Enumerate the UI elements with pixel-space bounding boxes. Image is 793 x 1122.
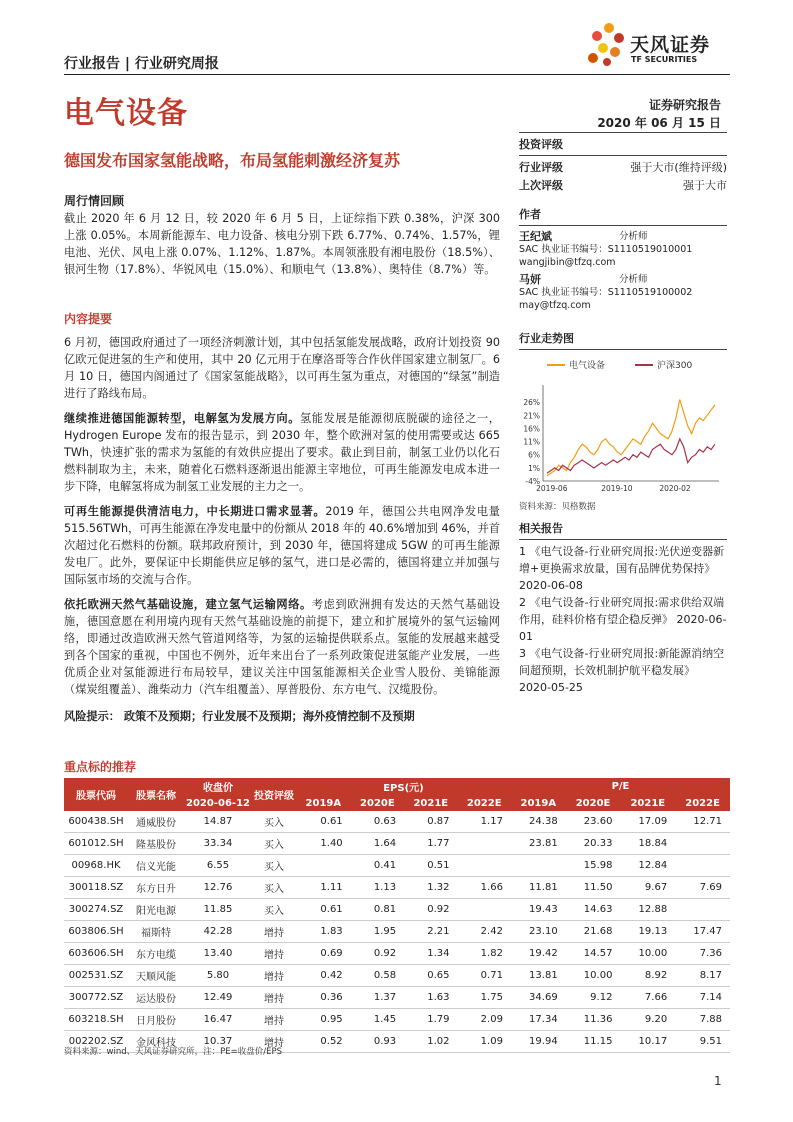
- cell-eps-2020: 1.64: [351, 833, 404, 855]
- series-line-csi300: [547, 439, 715, 473]
- cell-eps-2019: 1.83: [296, 921, 351, 943]
- cell-price: 10.37: [184, 1031, 252, 1053]
- th-eps: EPS(元): [296, 778, 511, 795]
- report-subtitle: 德国发布国家氢能战略，布局氢能刺激经济复苏: [64, 151, 401, 170]
- th-price-date: 2020-06-12: [184, 795, 252, 811]
- summary-p4-text: 考虑到欧洲拥有发达的天然气基础设施，德国意愿在利用境内现有天然气基础设施的前提下，建立和扩展境外的氢气运输网络，即通过改造欧洲天然气管道网络等，为氢的运输提供联系点。氢能的发展越来越受到各个国家的重视，中国也不例外，近年来出台了一系列政策促进氢能产业发展，一些优质企业对氢能源进行布局较早，建议关注中国氢能源相关企业雪人股份、美锦能源（煤炭组覆盖）、潍柴动力（汽车组覆盖）、厚普股份、东方电气、汉缆股份。: [64, 598, 500, 696]
- x-tick-label: 2019-10: [601, 484, 633, 493]
- related-divider: [519, 539, 727, 540]
- cell-eps-2020: 0.93: [351, 1031, 404, 1053]
- cell-eps-2022: 1.66: [458, 877, 511, 899]
- related-item-2[interactable]: 2 《电气设备-行业研究周报:需求供给双端作用，硅料价格有望企稳反弹》 2020-06-01: [519, 596, 727, 643]
- cell-pe-2019: 23.10: [511, 921, 566, 943]
- cell-eps-2020: 0.41: [351, 855, 404, 877]
- cell-eps-2022: 1.17: [458, 811, 511, 833]
- author-1-cert: SAC 执业证书编号：S1110519010001: [519, 244, 693, 255]
- rating-row1-value: 强于大市(维持评级): [630, 161, 727, 174]
- cell-pe-2019: 34.69: [511, 987, 566, 1009]
- th-name: 股票名称: [128, 778, 184, 811]
- cell-eps-2020: 0.92: [351, 943, 404, 965]
- related-list: [519, 543, 727, 696]
- cell-pe-2019: 19.43: [511, 899, 566, 921]
- table-row: [64, 899, 730, 921]
- series-line-electrical-equipment: [547, 400, 715, 476]
- cell-eps-2020: 0.63: [351, 811, 404, 833]
- th-pe-2019: 2019A: [511, 795, 566, 811]
- cell-eps-2021: 1.34: [404, 943, 457, 965]
- cell-eps-2022: 2.09: [458, 1009, 511, 1031]
- th-price: 收盘价: [184, 778, 252, 795]
- cell-name: 阳光电源: [128, 899, 184, 921]
- summary-p1: 6 月初，德国政府通过了一项经济刺激计划，其中包括氢能发展战略，政府计划投资 90 亿欧元促进氢的生产和使用，其中 20 亿元用于在摩洛哥等合作伙伴国家建立制氢厂。6 月 10 日，德国内阁通过了《国家氢能战略》，以可再生氢为重点，对德国的“绿氢”制造进行了路线布局。: [64, 336, 500, 400]
- cell-pe-2019: [511, 855, 566, 877]
- cell-pe-2020: 14.63: [566, 899, 621, 921]
- cell-pe-2020: 9.12: [566, 987, 621, 1009]
- legend-label: 电气设备: [569, 361, 606, 371]
- th-pe-2021: 2021E: [620, 795, 675, 811]
- cell-rating: 买入: [252, 811, 296, 833]
- table-row: [64, 855, 730, 877]
- cell-eps-2019: 0.61: [296, 899, 351, 921]
- cell-eps-2021: 1.79: [404, 1009, 457, 1031]
- legend-label: 沪深300: [657, 361, 693, 371]
- summary-p3: [64, 503, 500, 588]
- cell-pe-2021: 18.84: [620, 833, 675, 855]
- y-tick-label: 21%: [523, 411, 540, 421]
- cell-pe-2022: 12.71: [675, 811, 730, 833]
- cell-pe-2022: [675, 899, 730, 921]
- cell-eps-2019: 1.40: [296, 833, 351, 855]
- cell-code: 600438.SH: [64, 811, 128, 833]
- cell-pe-2022: 7.88: [675, 1009, 730, 1031]
- cell-name: 信义光能: [128, 855, 184, 877]
- brand-name-en: TF SECURITIES: [631, 55, 698, 64]
- th-pe: P/E: [511, 778, 730, 795]
- cell-rating: 买入: [252, 833, 296, 855]
- cell-price: 33.34: [184, 833, 252, 855]
- table-row: [64, 943, 730, 965]
- rating-heading: 投资评级: [519, 138, 563, 151]
- summary-p2-lead: 继续推进德国能源转型，电解氢为发展方向。: [64, 412, 300, 425]
- trend-chart: [519, 353, 727, 495]
- cell-eps-2019: 1.11: [296, 877, 351, 899]
- cell-code: 002202.SZ: [64, 1031, 128, 1053]
- cell-eps-2019: 0.52: [296, 1031, 351, 1053]
- th-pe-2022: 2022E: [675, 795, 730, 811]
- weekly-heading: 周行情回顾: [64, 194, 125, 208]
- report-date: 2020 年 06 月 15 日: [597, 116, 721, 130]
- cell-rating: 增持: [252, 1009, 296, 1031]
- cell-code: 603218.SH: [64, 1009, 128, 1031]
- related-panel: [519, 520, 727, 696]
- cell-price: 42.28: [184, 921, 252, 943]
- summary-p2: [64, 410, 500, 495]
- cell-pe-2021: 8.92: [620, 965, 675, 987]
- table-row: [64, 965, 730, 987]
- cell-code: 300274.SZ: [64, 899, 128, 921]
- summary-p4-lead: 依托欧洲天然气基础设施，建立氢气运输网络。: [64, 598, 312, 611]
- cell-eps-2019: [296, 855, 351, 877]
- cell-eps-2022: [458, 899, 511, 921]
- cell-code: 002531.SZ: [64, 965, 128, 987]
- cell-name: 通威股份: [128, 811, 184, 833]
- cell-code: 601012.SH: [64, 833, 128, 855]
- rating-row-current: [519, 159, 727, 177]
- rating-row2-value: 强于大市: [683, 179, 727, 192]
- recommendation-table: [64, 778, 730, 1053]
- trend-heading: 行业走势图: [519, 332, 574, 345]
- cell-price: 13.40: [184, 943, 252, 965]
- author-1: [519, 230, 727, 269]
- cell-pe-2020: 11.36: [566, 1009, 621, 1031]
- cell-pe-2019: 17.34: [511, 1009, 566, 1031]
- cell-eps-2019: 0.61: [296, 811, 351, 833]
- table-row: [64, 987, 730, 1009]
- cell-price: 16.47: [184, 1009, 252, 1031]
- related-item-1[interactable]: 1 《电气设备-行业研究周报:光伏逆变器新增+更换需求放量，国有品牌优势保持》 2020-06-08: [519, 545, 725, 592]
- cell-eps-2022: 1.75: [458, 987, 511, 1009]
- y-tick-label: -4%: [525, 477, 540, 486]
- weekly-text: 截止 2020 年 6 月 12 日，较 2020 年 6 月 5 日，上证综指下跌 0.38%，沪深 300 上涨 0.05%。本周新能源车、电力设备、核电分别下跌 6.77%、0.74%、1.57%，锂电池、光伏、风电上涨 0.07%、1.12%、1.87%。本周领涨股有湘电股份（18.5%）、银河生物（17.8%）、华锐风电（15.0%）、和顺电气（13.8%）、奥特佳（8.7%）等。: [64, 212, 500, 276]
- rating-row2-label: 上次评级: [519, 179, 563, 192]
- cell-code: 603606.SH: [64, 943, 128, 965]
- cell-eps-2020: 1.45: [351, 1009, 404, 1031]
- rating-divider: [519, 155, 727, 156]
- y-tick-label: 11%: [523, 437, 540, 447]
- table-row: [64, 921, 730, 943]
- cell-pe-2022: 8.17: [675, 965, 730, 987]
- cell-eps-2021: 0.92: [404, 899, 457, 921]
- cell-pe-2019: 19.94: [511, 1031, 566, 1053]
- cell-eps-2019: 0.42: [296, 965, 351, 987]
- trend-divider: [519, 349, 727, 350]
- cell-code: 603806.SH: [64, 921, 128, 943]
- y-tick-label: 16%: [523, 424, 540, 434]
- cell-pe-2021: 9.67: [620, 877, 675, 899]
- cell-pe-2021: 9.20: [620, 1009, 675, 1031]
- cell-price: 12.49: [184, 987, 252, 1009]
- report-type: 证券研究报告: [648, 98, 721, 112]
- cell-rating: 增持: [252, 965, 296, 987]
- th-eps-2020: 2020E: [351, 795, 404, 811]
- th-eps-2022: 2022E: [458, 795, 511, 811]
- cell-pe-2022: [675, 855, 730, 877]
- rating-row-previous: [519, 177, 727, 195]
- header-divider: [64, 74, 730, 75]
- weekly-review: [64, 193, 500, 278]
- cell-name: 东方日升: [128, 877, 184, 899]
- cell-pe-2021: 19.13: [620, 921, 675, 943]
- cell-code: 00968.HK: [64, 855, 128, 877]
- rating-panel: [519, 136, 727, 195]
- cell-price: 12.76: [184, 877, 252, 899]
- related-heading: 相关报告: [519, 522, 563, 535]
- th-pe-2020: 2020E: [566, 795, 621, 811]
- cell-eps-2020: 0.58: [351, 965, 404, 987]
- related-item-3[interactable]: 3 《电气设备-行业研究周报:新能源消纳空间超预期，长效机制护航平稳发展》 2020-05-25: [519, 647, 725, 694]
- cell-rating: 增持: [252, 987, 296, 1009]
- y-tick-label: 26%: [523, 398, 540, 408]
- cell-name: 天顺风能: [128, 965, 184, 987]
- th-eps-2021: 2021E: [404, 795, 457, 811]
- cell-rating: 增持: [252, 921, 296, 943]
- brand-name-cn: 天风证券: [630, 34, 711, 56]
- x-tick-label: 2020-02: [659, 484, 691, 493]
- cell-pe-2021: 7.66: [620, 987, 675, 1009]
- cell-eps-2021: 0.51: [404, 855, 457, 877]
- cell-name: 隆基股份: [128, 833, 184, 855]
- cell-eps-2022: 2.42: [458, 921, 511, 943]
- cell-pe-2021: 17.09: [620, 811, 675, 833]
- cell-eps-2020: 1.13: [351, 877, 404, 899]
- cell-price: 5.80: [184, 965, 252, 987]
- cell-pe-2022: 17.47: [675, 921, 730, 943]
- right-divider: [519, 132, 727, 133]
- authors-divider: [519, 225, 727, 226]
- table-header-row-1: [64, 778, 730, 795]
- author-2-role: 分析师: [619, 274, 648, 285]
- cell-pe-2020: 21.68: [566, 921, 621, 943]
- author-2: [519, 273, 727, 312]
- cell-rating: 买入: [252, 877, 296, 899]
- cell-pe-2021: 10.00: [620, 943, 675, 965]
- th-eps-2019: 2019A: [296, 795, 351, 811]
- summary-heading: 内容提要: [64, 312, 113, 326]
- cell-eps-2022: [458, 855, 511, 877]
- cell-pe-2021: 12.88: [620, 899, 675, 921]
- x-tick-label: 2019-06: [536, 484, 568, 493]
- cell-eps-2019: 0.95: [296, 1009, 351, 1031]
- cell-eps-2022: 1.09: [458, 1031, 511, 1053]
- cell-eps-2021: 0.65: [404, 965, 457, 987]
- cell-eps-2021: 1.63: [404, 987, 457, 1009]
- risk-warning: 风险提示： 政策不及预期；行业发展不及预期；海外疫情控制不及预期: [64, 710, 415, 723]
- cell-code: 300118.SZ: [64, 877, 128, 899]
- table-row: [64, 1009, 730, 1031]
- th-rating: 投资评级: [252, 778, 296, 811]
- th-code: 股票代码: [64, 778, 128, 811]
- brand-logo-icon: [585, 22, 627, 68]
- cell-pe-2020: 23.60: [566, 811, 621, 833]
- y-tick-label: 6%: [528, 450, 540, 460]
- cell-pe-2022: 9.51: [675, 1031, 730, 1053]
- trend-source: 资料来源：贝格数据: [519, 502, 596, 512]
- cell-pe-2020: 20.33: [566, 833, 621, 855]
- cell-pe-2019: 11.81: [511, 877, 566, 899]
- table-source: 资料来源：wind、天风证券研究所，注：PE=收盘价/EPS: [64, 1047, 282, 1057]
- cell-pe-2020: 15.98: [566, 855, 621, 877]
- author-1-role: 分析师: [619, 231, 648, 242]
- author-2-email[interactable]: may@tfzq.com: [519, 300, 591, 311]
- author-2-cert: SAC 执业证书编号：S1110519100002: [519, 287, 693, 298]
- summary-section: [64, 311, 500, 725]
- table-row: [64, 811, 730, 833]
- cell-pe-2022: 7.14: [675, 987, 730, 1009]
- report-title: 电气设备: [64, 96, 188, 131]
- cell-price: 6.55: [184, 855, 252, 877]
- cell-pe-2021: 10.17: [620, 1031, 675, 1053]
- summary-p4: [64, 596, 500, 698]
- cell-eps-2019: 0.36: [296, 987, 351, 1009]
- cell-eps-2022: 0.71: [458, 965, 511, 987]
- authors-panel: [519, 206, 727, 312]
- cell-eps-2021: 0.87: [404, 811, 457, 833]
- author-1-email[interactable]: wangjibin@tfzq.com: [519, 257, 616, 268]
- cell-pe-2020: 10.00: [566, 965, 621, 987]
- table-title: 重点标的推荐: [64, 760, 137, 774]
- cell-price: 14.87: [184, 811, 252, 833]
- authors-heading: 作者: [519, 208, 541, 221]
- cell-pe-2022: 7.69: [675, 877, 730, 899]
- rating-row1-label: 行业评级: [519, 161, 563, 174]
- cell-eps-2022: [458, 833, 511, 855]
- cell-eps-2021: 1.02: [404, 1031, 457, 1053]
- cell-rating: 买入: [252, 855, 296, 877]
- cell-pe-2019: 13.81: [511, 965, 566, 987]
- author-2-name: 马妍: [519, 273, 541, 286]
- cell-rating: 增持: [252, 943, 296, 965]
- cell-pe-2022: [675, 833, 730, 855]
- cell-pe-2020: 11.50: [566, 877, 621, 899]
- table-row: [64, 877, 730, 899]
- cell-eps-2021: 1.32: [404, 877, 457, 899]
- y-tick-label: 1%: [528, 463, 540, 473]
- summary-p2-text: 氢能发展是能源彻底脱碳的途径之一，Hydrogen Europe 发布的报告显示，到 2030 年，整个欧洲对氢的使用需要或达 665 TWh，快速扩张的需求为氢能的有效供应提出了要求。截止到目前，制氢工业仍以化石燃料制取为主，未来，随着化石燃料逐渐退出能源主宰地位，可再生能源发电成本进一步下降，电解氢将成为制氢工业发展的主力之一。: [64, 412, 500, 493]
- cell-pe-2020: 11.15: [566, 1031, 621, 1053]
- cell-eps-2022: 1.82: [458, 943, 511, 965]
- cell-name: 日月股份: [128, 1009, 184, 1031]
- cell-pe-2021: 12.84: [620, 855, 675, 877]
- cell-eps-2020: 0.81: [351, 899, 404, 921]
- cell-price: 11.85: [184, 899, 252, 921]
- table-row: [64, 833, 730, 855]
- cell-eps-2020: 1.95: [351, 921, 404, 943]
- table-body: [64, 811, 730, 1053]
- cell-code: 300772.SZ: [64, 987, 128, 1009]
- cell-name: 福斯特: [128, 921, 184, 943]
- cell-rating: 买入: [252, 899, 296, 921]
- cell-name: 金风科技: [128, 1031, 184, 1053]
- cell-eps-2019: 0.69: [296, 943, 351, 965]
- page-number: 1: [714, 1074, 722, 1088]
- cell-pe-2019: 24.38: [511, 811, 566, 833]
- cell-name: 运达股份: [128, 987, 184, 1009]
- cell-eps-2020: 1.37: [351, 987, 404, 1009]
- cell-pe-2022: 7.36: [675, 943, 730, 965]
- summary-p3-text: 2019 年，德国公共电网净发电量 515.56TWh，可再生能源在净发电量中的份额从 2018 年的 40.6%增加到 46%，并首次超过化石燃料的份额。联邦政府预计，到 2030 年，德国将建成 5GW 的可再生能源发电厂。此外，要保证中长期能供应足够的氢气，进口是必需的，德国将建立并加强与国际氢市场的交流与合作。: [64, 505, 500, 586]
- summary-p3-lead: 可再生能源提供清洁电力，中长期进口需求显著。: [64, 505, 326, 518]
- trend-panel: [519, 330, 727, 512]
- cell-name: 东方电缆: [128, 943, 184, 965]
- cell-rating: 增持: [252, 1031, 296, 1053]
- cell-pe-2019: 19.42: [511, 943, 566, 965]
- author-1-name: 王纪斌: [519, 230, 552, 243]
- cell-eps-2021: 1.77: [404, 833, 457, 855]
- header-breadcrumb: 行业报告 | 行业研究周报: [64, 56, 219, 72]
- cell-pe-2019: 23.81: [511, 833, 566, 855]
- cell-eps-2021: 2.21: [404, 921, 457, 943]
- cell-pe-2020: 14.57: [566, 943, 621, 965]
